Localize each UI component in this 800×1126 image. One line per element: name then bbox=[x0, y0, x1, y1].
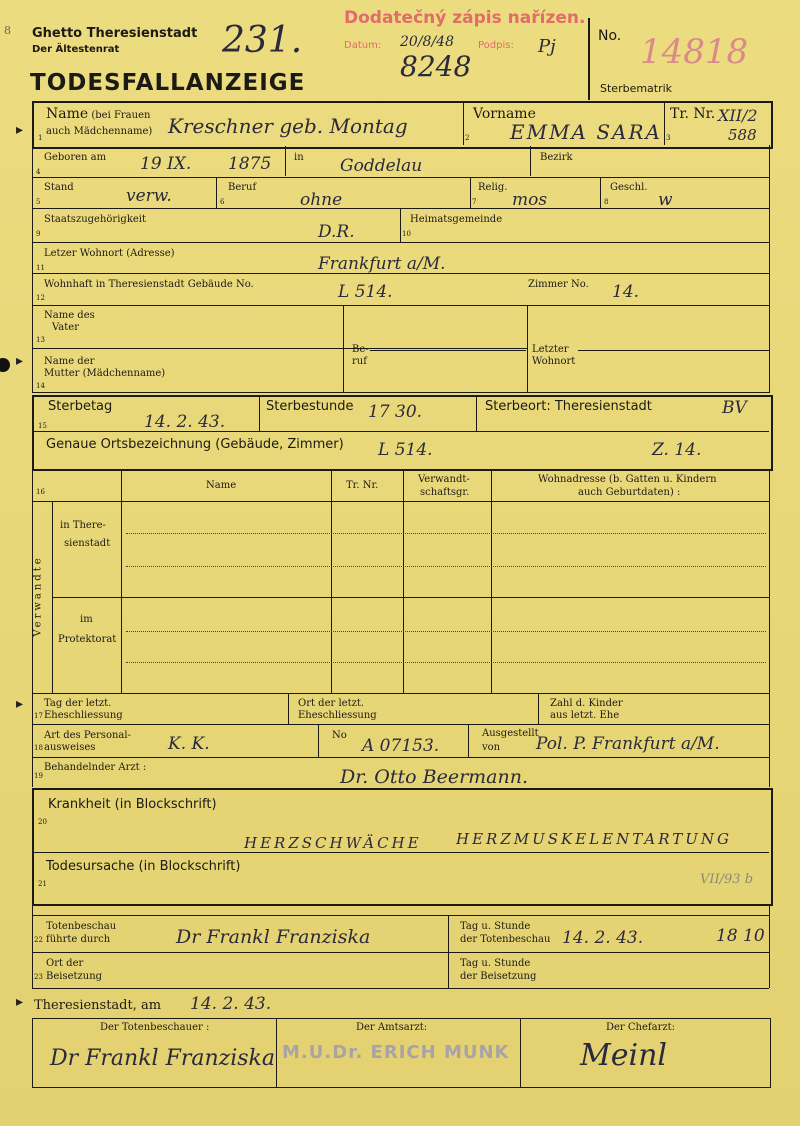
krankheit-value-2: HERZMUSKELENTARTUNG bbox=[456, 830, 733, 848]
ausgestellt-2: von bbox=[482, 742, 501, 753]
body-right-border bbox=[769, 145, 770, 393]
index-17: 17 bbox=[34, 712, 43, 720]
ausweis-art-1: Art des Personal- bbox=[44, 730, 131, 741]
no-box-divider bbox=[588, 18, 590, 100]
org-name: Ghetto Theresienstadt bbox=[32, 26, 198, 41]
row4-divider bbox=[400, 209, 401, 242]
sterbematrik-label: Sterbematrik bbox=[600, 82, 673, 95]
eltern-beruf-1: Be- bbox=[352, 344, 369, 355]
stand-label: Stand bbox=[44, 182, 74, 193]
margin-arrow-icon: ▸ bbox=[16, 696, 24, 712]
ausgestellt-1: Ausgestellt bbox=[482, 728, 539, 739]
name-divider-1 bbox=[463, 103, 464, 145]
in-value: Goddelau bbox=[340, 156, 423, 176]
rel-bottom bbox=[32, 693, 769, 694]
row17-divider-1 bbox=[288, 694, 289, 724]
mutter-label-2: Mutter (Mädchenname) bbox=[44, 368, 166, 379]
beschauer-signature: Dr Frankl Franziska bbox=[50, 1046, 276, 1071]
rel-group-divider bbox=[52, 597, 769, 598]
index-6: 6 bbox=[220, 198, 225, 206]
trnr-label: Tr. Nr. bbox=[670, 106, 716, 122]
office-name: Der Ältestenrat bbox=[32, 44, 120, 55]
rel-wohn-col-2: auch Geburtdaten) : bbox=[578, 487, 681, 498]
beschau-value: Dr Frankl Franziska bbox=[176, 926, 371, 948]
row18-divider-1 bbox=[318, 725, 319, 757]
index-23: 23 bbox=[34, 973, 43, 981]
rel-dotted-1 bbox=[126, 533, 766, 534]
vorname-value: EMMA SARA bbox=[510, 120, 663, 144]
parents-divider-2 bbox=[527, 306, 528, 392]
chefarzt-label: Der Chefarzt: bbox=[606, 1022, 676, 1033]
name-label-sub1: (bei Frauen bbox=[91, 110, 151, 121]
rel-verw-col-2: schaftsgr. bbox=[420, 487, 470, 498]
rel-there-1: in There- bbox=[60, 520, 106, 531]
ehe-tag-1: Tag der letzt. bbox=[44, 698, 112, 709]
no-value: 14818 bbox=[640, 32, 749, 72]
index-11: 11 bbox=[36, 264, 45, 272]
letzter-label-1: Letzter bbox=[532, 344, 569, 355]
rel-verw-col-1: Verwandt- bbox=[418, 474, 470, 485]
rel-trnr-col: Tr. Nr. bbox=[346, 480, 379, 491]
parents-bottom bbox=[32, 392, 769, 393]
stunde-label: Sterbestunde bbox=[266, 399, 354, 414]
index-13: 13 bbox=[36, 336, 45, 344]
rel-col-1 bbox=[121, 469, 122, 693]
ausweis-art-value: K. K. bbox=[168, 734, 210, 754]
parents-divider-1 bbox=[343, 306, 344, 392]
vater-label-1: Name des bbox=[44, 310, 95, 321]
row22-bottom bbox=[32, 952, 769, 953]
handwritten-date: 20/8/48 bbox=[400, 34, 454, 50]
handwritten-sign: Pj bbox=[538, 36, 556, 57]
tag-beschau-1: Tag u. Stunde bbox=[460, 921, 531, 932]
ausgestellt-value: Pol. P. Frankfurt a/M. bbox=[536, 734, 720, 754]
row5-bottom bbox=[32, 273, 769, 274]
stand-value: verw. bbox=[126, 186, 172, 206]
row17-bottom bbox=[32, 724, 769, 725]
row18-bottom bbox=[32, 757, 769, 758]
name-label-sub2: auch Mädchenname) bbox=[46, 126, 153, 137]
index-16: 16 bbox=[36, 488, 45, 496]
handwritten-number-2: 8248 bbox=[400, 50, 472, 83]
index-14: 14 bbox=[36, 382, 45, 390]
rel-col-3 bbox=[403, 469, 404, 693]
sterbeort-label: Sterbeort: Theresienstadt bbox=[485, 399, 652, 414]
tag-beschau-2: der Totenbeschau bbox=[460, 934, 551, 945]
rel-dotted-3 bbox=[126, 631, 766, 632]
index-9: 9 bbox=[36, 230, 41, 238]
illness-mid-line bbox=[34, 852, 769, 853]
kinder-1: Zahl d. Kinder bbox=[550, 698, 623, 709]
row3-divider-2 bbox=[470, 178, 471, 208]
row4-bottom bbox=[32, 242, 769, 243]
name-label bbox=[46, 108, 150, 122]
margin-arrow-icon: ▸ bbox=[16, 994, 24, 1010]
place-date: 14. 2. 43. bbox=[190, 994, 272, 1014]
death-divider-2 bbox=[476, 397, 477, 431]
row18-divider-2 bbox=[468, 725, 469, 757]
chefarzt-signature: Meinl bbox=[580, 1038, 667, 1073]
beschau-label-2: führte durch bbox=[46, 934, 111, 945]
margin-arrow-icon: ▸ bbox=[16, 353, 24, 369]
row2-divider-2 bbox=[530, 146, 531, 176]
form-title: TODESFALLANZEIGE bbox=[30, 70, 306, 96]
gebaeude-value: L 514. bbox=[338, 282, 393, 302]
rel-prot-2: Protektorat bbox=[58, 634, 117, 645]
place-label: Theresienstadt, am bbox=[34, 998, 162, 1013]
staats-label: Staatszugehörigkeit bbox=[44, 214, 147, 225]
index-19: 19 bbox=[34, 772, 43, 780]
relig-value: mos bbox=[512, 190, 548, 210]
letzter-label-2: Wohnort bbox=[532, 356, 576, 367]
krankheit-value-1: HERZSCHWÄCHE bbox=[244, 834, 422, 852]
row2-bottom bbox=[32, 177, 769, 178]
genau-value: L 514. bbox=[378, 440, 433, 460]
sign-divider-2 bbox=[520, 1018, 521, 1088]
bezirk-label: Bezirk bbox=[540, 152, 573, 163]
death-mid-line bbox=[34, 431, 769, 432]
row2-divider-1 bbox=[285, 146, 286, 176]
row23-bottom bbox=[32, 988, 769, 989]
ehe-ort-1: Ort der letzt. bbox=[298, 698, 365, 709]
index-7: 7 bbox=[472, 198, 477, 206]
geschl-label: Geschl. bbox=[610, 182, 648, 193]
index-20: 20 bbox=[38, 818, 47, 826]
relig-label: Relig. bbox=[478, 182, 508, 193]
amtsarzt-stamp: M.U.Dr. ERICH MUNK bbox=[282, 1042, 510, 1063]
trnr-value-2: 588 bbox=[728, 126, 757, 144]
index-18: 18 bbox=[34, 744, 43, 752]
geboren-day: 19 IX. bbox=[140, 154, 192, 174]
beruf-line bbox=[370, 350, 526, 351]
rel-col-2 bbox=[331, 469, 332, 693]
rel-side-label: Verwandte bbox=[32, 555, 44, 637]
index-2: 2 bbox=[465, 134, 470, 142]
rel-name-col: Name bbox=[206, 480, 237, 491]
staats-value: D.R. bbox=[318, 222, 355, 242]
row17-left bbox=[32, 693, 33, 787]
row22-top bbox=[32, 915, 769, 916]
vorname-label: Vorname bbox=[473, 106, 536, 122]
death-divider-1 bbox=[259, 397, 260, 431]
trnr-value-1: XII/2 bbox=[718, 106, 758, 125]
stunde-beschau-value: 18 10 bbox=[716, 926, 765, 946]
rel-header-bottom bbox=[32, 501, 769, 502]
rel-dotted-2 bbox=[126, 566, 766, 567]
vater-label-2: Vater bbox=[52, 322, 79, 333]
arzt-label: Behandelnder Arzt : bbox=[44, 762, 147, 773]
krankheit-label: Krankheit (in Blockschrift) bbox=[48, 797, 217, 812]
stunde-value: 17 30. bbox=[368, 402, 423, 422]
rel-right-border bbox=[769, 469, 770, 693]
geboren-label: Geboren am bbox=[44, 152, 107, 163]
vater-line bbox=[32, 348, 527, 349]
ehe-ort-2: Eheschliessung bbox=[298, 710, 377, 721]
margin-arrow-icon: ▸ bbox=[16, 122, 24, 138]
index-21: 21 bbox=[38, 880, 47, 888]
ehe-tag-2: Eheschliessung bbox=[44, 710, 123, 721]
amtsarzt-label: Der Amtsarzt: bbox=[356, 1022, 428, 1033]
stamp-podpis: Podpis: bbox=[478, 40, 514, 51]
sign-divider-1 bbox=[276, 1018, 277, 1088]
index-15: 15 bbox=[38, 422, 47, 430]
no-label: No. bbox=[598, 28, 622, 44]
wohnort-label: Letzer Wohnort (Adresse) bbox=[44, 248, 175, 259]
ausweis-no-value: A 07153. bbox=[362, 736, 440, 756]
index-4: 4 bbox=[36, 168, 41, 176]
beisetzung-ort-2: Beisetzung bbox=[46, 971, 103, 982]
sterbeort-value: BV bbox=[722, 398, 747, 418]
wohnort-value: Frankfurt a/M. bbox=[318, 254, 446, 274]
sterbetag-label: Sterbetag bbox=[48, 399, 113, 414]
geschl-value: w bbox=[658, 190, 673, 210]
name-value: Kreschner geb. Montag bbox=[168, 114, 408, 138]
stamp-datum: Datum: bbox=[344, 40, 382, 51]
genau-zimmer-value: Z. 14. bbox=[652, 440, 702, 460]
beisetzung-tag-1: Tag u. Stunde bbox=[460, 958, 531, 969]
rel-prot-1: im bbox=[80, 614, 93, 625]
beschau-label-1: Totenbeschau bbox=[46, 921, 117, 932]
rel-there-2: sienstadt bbox=[64, 538, 111, 549]
beruf-value: ohne bbox=[300, 190, 343, 210]
rel-wohn-col-1: Wohnadresse (b. Gatten u. Kindern bbox=[538, 474, 717, 485]
tag-beschau-value: 14. 2. 43. bbox=[562, 928, 644, 948]
in-label: in bbox=[294, 152, 304, 163]
row22-left bbox=[32, 904, 33, 988]
sterbetag-value: 14. 2. 43. bbox=[144, 412, 226, 432]
heimat-label: Heimatsgemeinde bbox=[410, 214, 503, 225]
beisetzung-tag-2: der Beisetzung bbox=[460, 971, 537, 982]
ausweis-art-2: ausweises bbox=[44, 742, 96, 753]
page-mark: 8 bbox=[4, 24, 11, 37]
index-1: 1 bbox=[38, 134, 43, 142]
row17-divider-2 bbox=[538, 694, 539, 724]
index-5: 5 bbox=[36, 198, 41, 206]
rel-col-4 bbox=[491, 469, 492, 693]
stamp-title: Dodatečný zápis nařízen. bbox=[344, 8, 586, 28]
zimmer-value: 14. bbox=[612, 282, 640, 302]
zimmer-label: Zimmer No. bbox=[528, 279, 589, 290]
row3-divider-1 bbox=[216, 178, 217, 208]
index-12: 12 bbox=[36, 294, 45, 302]
ausweis-no-label: No bbox=[332, 730, 347, 741]
todesursache-label: Todesursache (in Blockschrift) bbox=[46, 859, 241, 874]
row3-divider-3 bbox=[600, 178, 601, 208]
row22-right bbox=[769, 904, 770, 988]
beisetzung-ort-1: Ort der bbox=[46, 958, 84, 969]
index-10: 10 bbox=[402, 230, 411, 238]
kinder-2: aus letzt. Ehe bbox=[550, 710, 620, 721]
geboren-year: 1875 bbox=[228, 154, 272, 174]
rel-dotted-4 bbox=[126, 662, 766, 663]
index-8: 8 bbox=[604, 198, 609, 206]
beschauer-label: Der Totenbeschauer : bbox=[100, 1022, 210, 1033]
row6-bottom bbox=[32, 305, 769, 306]
row17-right bbox=[769, 693, 770, 787]
reference-number: VII/93 b bbox=[700, 872, 754, 887]
mutter-label-1: Name der bbox=[44, 356, 95, 367]
genau-label: Genaue Ortsbezeichnung (Gebäude, Zimmer) bbox=[46, 437, 344, 452]
eltern-beruf-2: ruf bbox=[352, 356, 367, 367]
letzter-line bbox=[578, 350, 769, 351]
arzt-value: Dr. Otto Beermann. bbox=[340, 766, 529, 788]
name-divider-2 bbox=[664, 103, 665, 145]
index-3: 3 bbox=[666, 134, 671, 142]
body-left-border bbox=[32, 145, 33, 393]
name-label-main: Name bbox=[46, 106, 89, 122]
gebaeude-label: Wohnhaft in Theresienstadt Gebäude No. bbox=[44, 279, 254, 290]
beruf-label: Beruf bbox=[228, 182, 257, 193]
binder-hole bbox=[0, 358, 10, 372]
index-22: 22 bbox=[34, 936, 43, 944]
handwritten-number: 231. bbox=[222, 20, 303, 61]
